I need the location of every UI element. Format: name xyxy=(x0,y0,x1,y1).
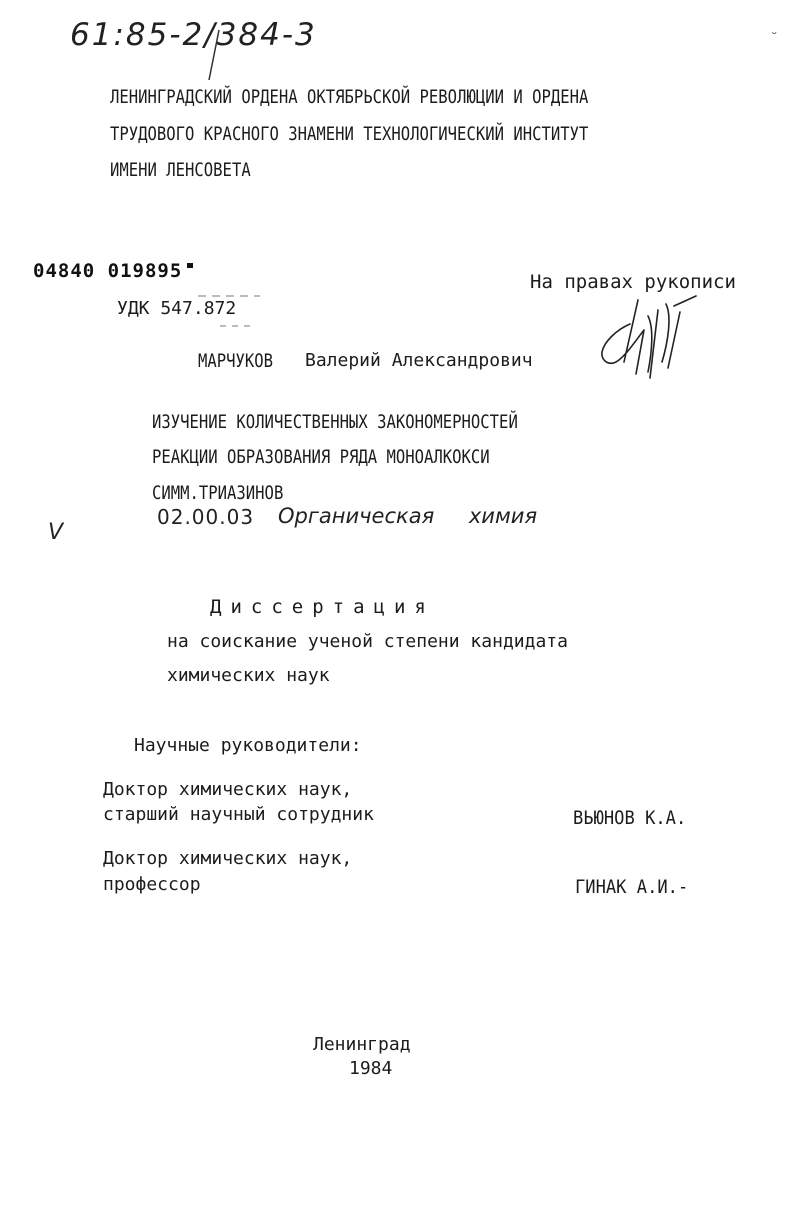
archive-code-handwritten: 61:85-2/384-3 xyxy=(70,17,317,53)
margin-tick-mark: V xyxy=(48,520,64,545)
author-surname: МАРЧУКОВ xyxy=(198,350,274,372)
title-line-3: СИММ.ТРИАЗИНОВ xyxy=(152,482,284,504)
registration-number-stamp: 04840 019895 xyxy=(33,260,183,282)
supervisor-1-title-line-2: старший научный сотрудник xyxy=(103,804,374,825)
author-signature xyxy=(596,292,706,387)
specialty-code: 02.00.03 xyxy=(157,505,255,529)
year: 1984 xyxy=(349,1058,393,1079)
supervisor-1-name: ВЬЮНОВ К.А. xyxy=(573,807,687,829)
supervisor-1-title-line-1: Доктор химических наук, xyxy=(103,779,353,800)
place: Ленинград xyxy=(313,1034,411,1055)
degree-line-2: химических наук xyxy=(167,665,330,686)
institution-line-2: ТРУДОВОГО КРАСНОГО ЗНАМЕНИ ТЕХНОЛОГИЧЕСКИЙ ИНСТИТУТ xyxy=(110,123,589,145)
work-type-heading: Диссертация xyxy=(210,596,435,618)
corner-mark: ˘ xyxy=(770,31,779,47)
supervisor-2-title-line-2: профессор xyxy=(103,874,201,895)
udc-dashes xyxy=(190,292,280,332)
institution-line-3: ИМЕНИ ЛЕНСОВЕТА xyxy=(110,159,251,181)
supervisors-heading: Научные руководители: xyxy=(134,735,362,756)
manuscript-note: На правах рукописи xyxy=(530,271,736,293)
archive-code-underline xyxy=(205,28,225,83)
author-given-names: Валерий Александрович xyxy=(305,350,533,371)
stamp-mark xyxy=(186,262,196,272)
institution-line-1: ЛЕНИНГРАДСКИЙ ОРДЕНА ОКТЯБРЬСКОЙ РЕВОЛЮЦИИ И ОРДЕНА xyxy=(110,86,589,108)
udc-code: УДК 547.872 xyxy=(117,298,237,319)
degree-line-1: на соискание ученой степени кандидата xyxy=(167,631,568,652)
specialty-name: Органическая химия xyxy=(278,504,538,528)
title-line-2: РЕАКЦИИ ОБРАЗОВАНИЯ РЯДА МОНОАЛКОКСИ xyxy=(152,446,490,468)
supervisor-2-name: ГИНАК А.И.- xyxy=(575,876,689,898)
supervisor-2-title-line-1: Доктор химических наук, xyxy=(103,848,353,869)
title-line-1: ИЗУЧЕНИЕ КОЛИЧЕСТВЕННЫХ ЗАКОНОМЕРНОСТЕЙ xyxy=(152,411,518,433)
